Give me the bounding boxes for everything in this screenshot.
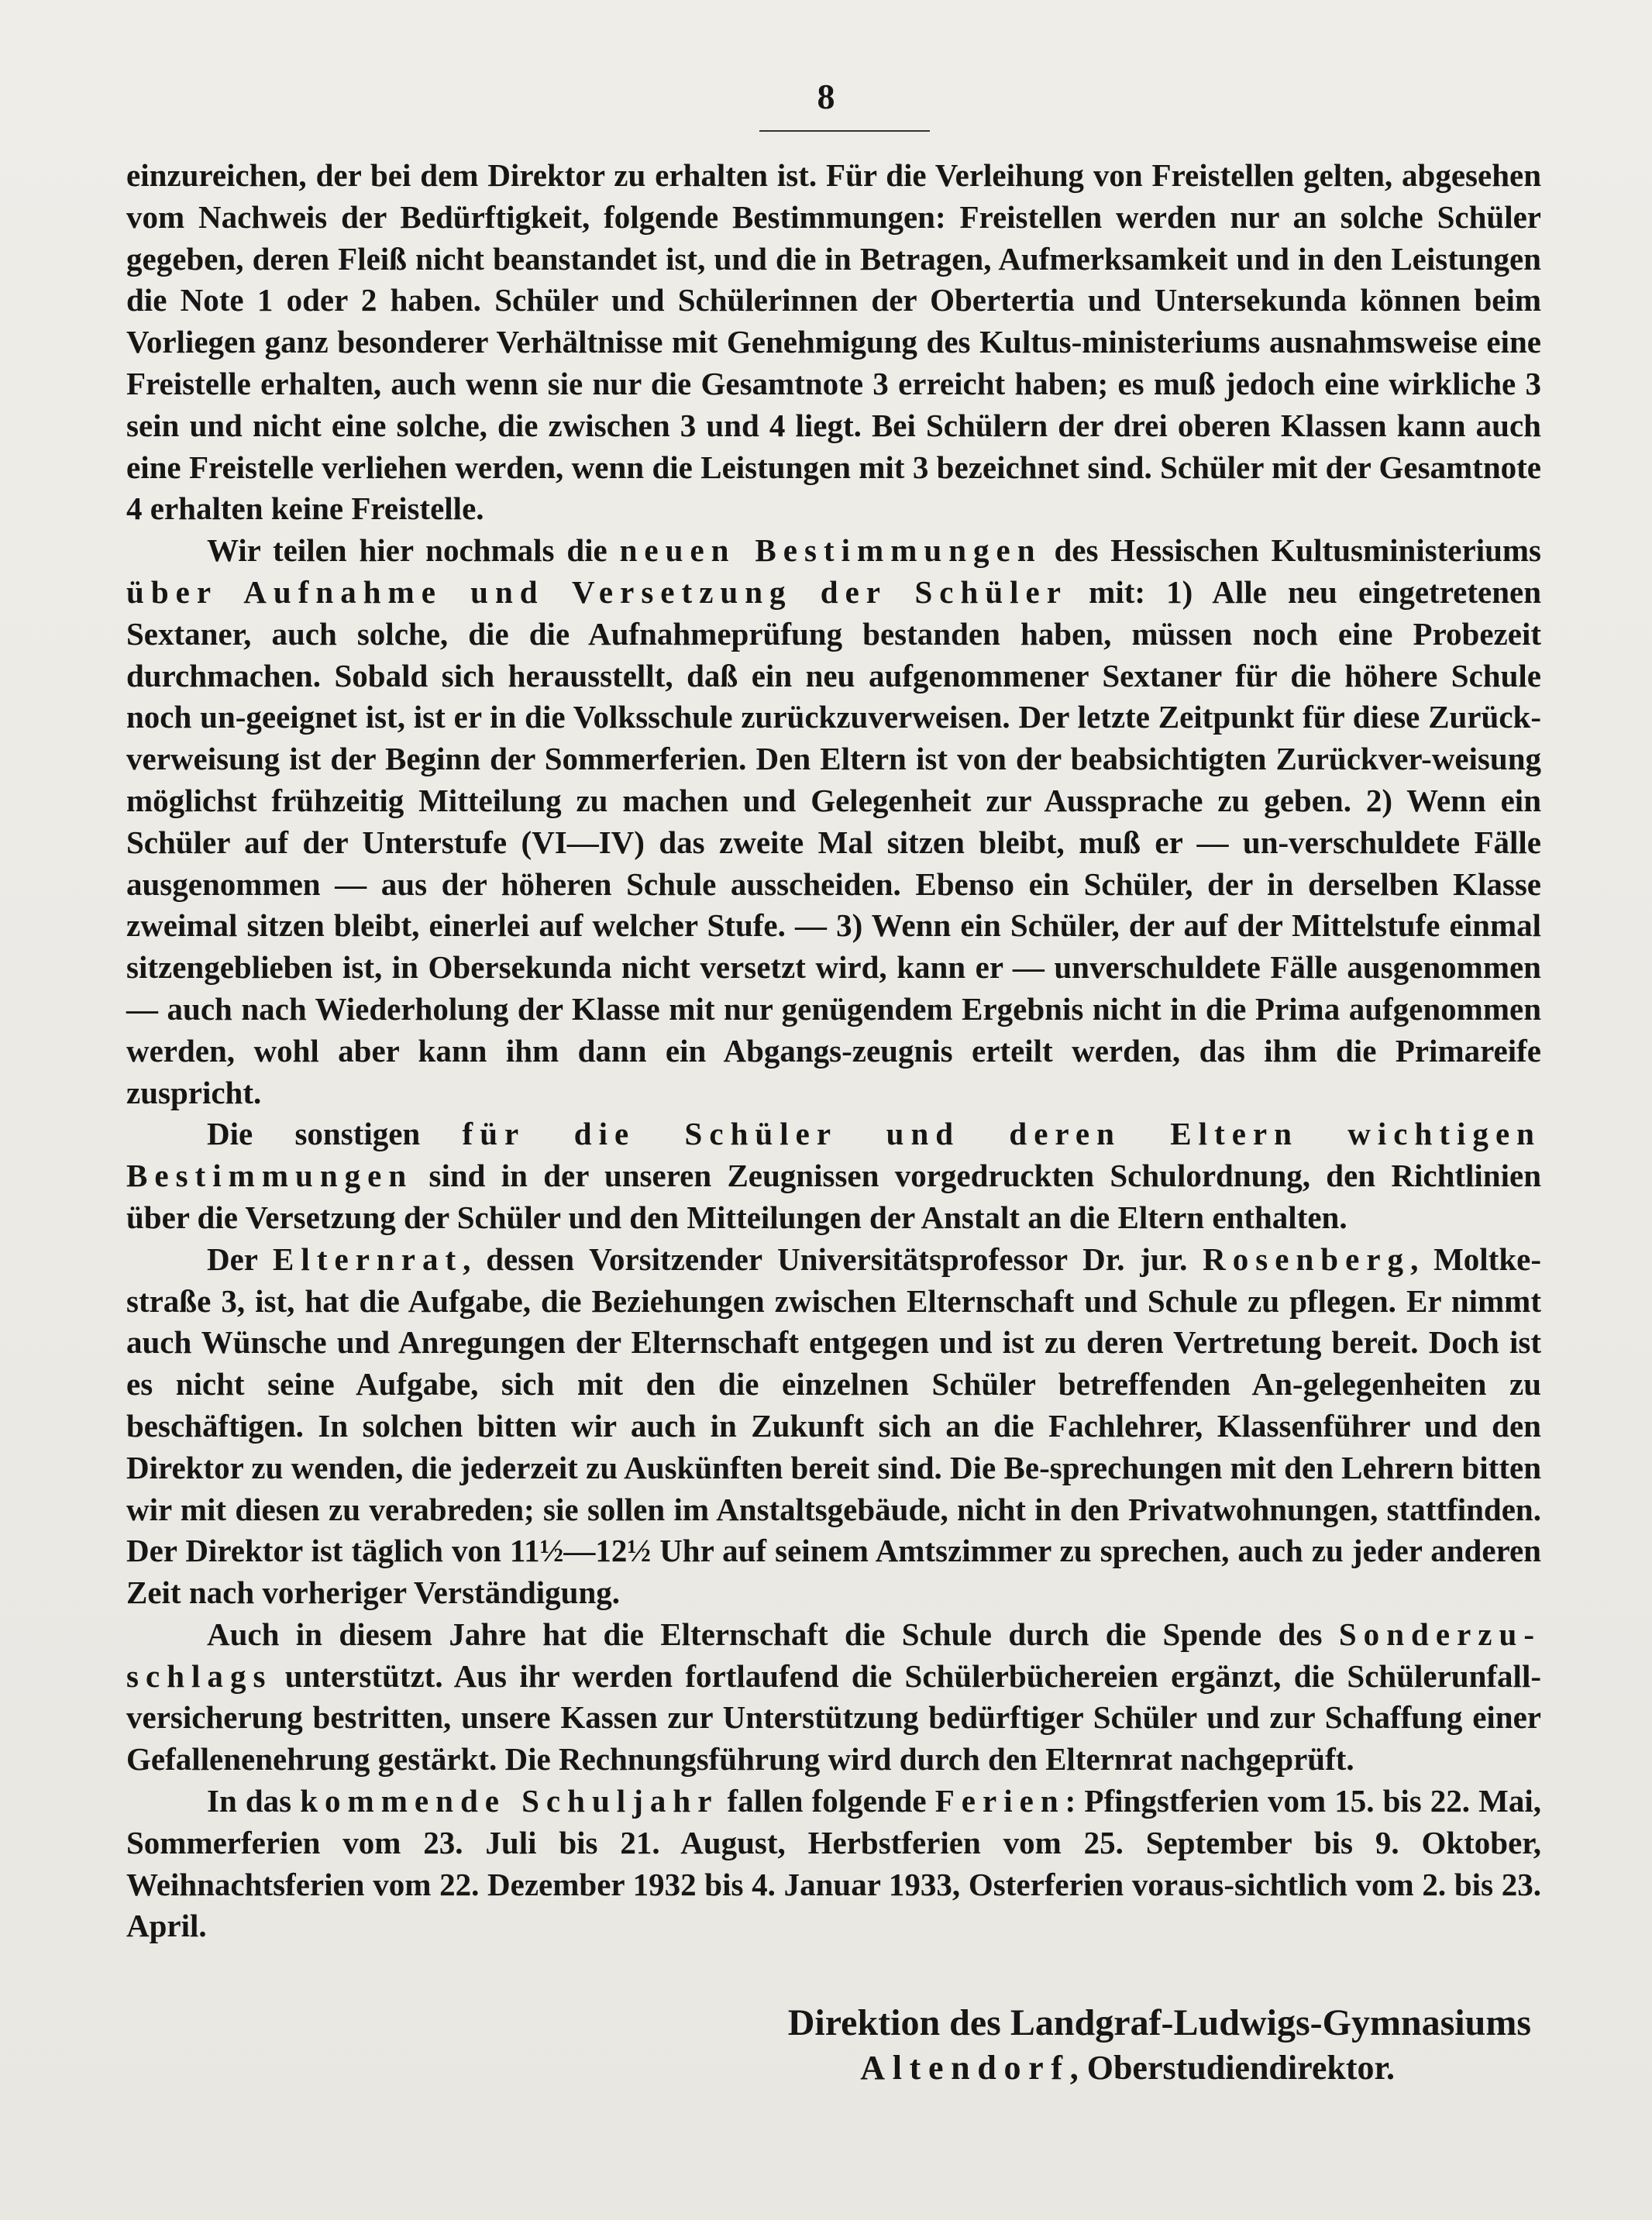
spaced-emphasis: Elternrat <box>273 1241 463 1277</box>
paragraph-elternrat <box>126 1239 1541 1614</box>
signature-title: , Oberstudiendirektor. <box>1069 2049 1395 2087</box>
spaced-emphasis: neuen Bestimmungen <box>619 532 1042 569</box>
page-number: 8 <box>817 77 835 116</box>
signature-line <box>0 2048 1395 2087</box>
text-run: mit: 1) Alle neu eingetretenen Sextaner, auch solche, die die Aufnahmeprüfung bestanden haben, müssen noch eine Probezeit durchmachen. Sobald sich herausstellt, daß ein neu aufgenommener Sextaner für die höhere Schule noch un-geeignet ist, ist er in die Volksschule zurückzuverweisen. Der letzte Zeitpunkt für diese Zurück-verweisung ist der Beginn der Sommerferien. Den Eltern ist von der beabsichtigten Zurückver-weisung möglichst frühzeitig Mitteilung zu machen und Gelegenheit zur Aussprache zu geben. 2) Wenn ein Schüler auf der Unterstufe (VI—IV) das zweite Mal sitzen bleibt, muß er — un-verschuldete Fälle ausgenommen — aus der höheren Schule ausscheiden. Ebenso ein Schüler, der in derselben Klasse zweimal sitzen bleibt, einerlei auf welcher Stufe. — 3) Wenn ein Schüler, der auf der Mittelstufe einmal sitzengeblieben ist, in Obersekunda nicht versetzt wird, kann er — unverschuldete Fälle ausgenommen — auch nach Wiederholung der Klasse mit nur genügendem Ergebnis nicht in die Prima aufgenommen werden, wohl aber kann ihm dann ein Abgangs-zeugnis erteilt werden, das ihm die Primareife zuspricht. <box>126 573 1541 1110</box>
signature-institution: Direktion des Landgraf-Ludwigs-Gymnasiums <box>787 2002 1531 2043</box>
paragraph-bestimmungen <box>126 530 1541 1113</box>
text-run: Die sonstigen <box>207 1116 463 1152</box>
signature-name: Altendorf <box>860 2049 1070 2087</box>
body-text <box>126 155 1541 1947</box>
paragraph-sonstige-bestimmungen <box>126 1113 1541 1238</box>
text-run: : Pfingstferien vom 15. bis 22. Mai, Sommerferien vom 23. Juli bis 21. August, Herbstferien vom 25. September bis 9. Oktober, Weihnachtsferien vom 22. Dezember 1932 bis 4. Januar 1933, Osterferien voraus-sichtlich vom 2. bis 23. April. <box>126 1783 1541 1944</box>
text-run: des Hessischen Kultusministeriums <box>1041 532 1541 569</box>
spaced-emphasis: Ferien <box>934 1783 1065 1819</box>
text-run: fallen folgende <box>718 1783 935 1819</box>
paragraph-sonderzuschlag <box>126 1614 1541 1781</box>
paragraph-ferien <box>126 1781 1541 1947</box>
text-run: Auch in diesem Jahre hat die Elternschaft die Schule durch die Spende des <box>207 1616 1339 1652</box>
text-run: Wir teilen hier nochmals die <box>207 532 620 569</box>
spaced-emphasis: für die Schüler und deren Eltern wichtigen Bestimmungen <box>126 1116 1541 1194</box>
page-number-rule <box>759 130 930 132</box>
spaced-emphasis: Sonderzu-schlags <box>126 1616 1541 1694</box>
text-run: In das <box>207 1783 301 1819</box>
spaced-emphasis: kommende Schuljahr <box>300 1783 719 1819</box>
text-run: sind in der unseren Zeugnissen vorgedruckten Schulordnung, den Richtlinien über die Versetzung der Schüler und den Mitteilungen der Anstalt an die Eltern enthalten. <box>126 1158 1541 1235</box>
paragraph-freistellen: einzureichen, der bei dem Direktor zu erhalten ist. Für die Verleihung von Freistellen gelten, abgesehen vom Nachweis der Bedürftigkeit, folgende Bestimmungen: Freistellen werden nur an solche Schüler gegeben, deren Fleiß nicht beanstandet ist, und die in Betragen, Aufmerksamkeit und in den Leistungen die Note 1 oder 2 haben. Schüler und Schülerinnen der Obertertia und Untersekunda können beim Vorliegen ganz besonderer Verhältnisse mit Genehmigung des Kultus-ministeriums ausnahmsweise eine Freistelle erhalten, auch wenn sie nur die Gesamtnote 3 erreicht haben; es muß jedoch eine wirkliche 3 sein und nicht eine solche, die zwischen 3 und 4 liegt. Bei Schülern der drei oberen Klassen kann auch eine Freistelle verliehen werden, wenn die Leistungen mit 3 bezeichnet sind. Schüler mit der Gesamtnote 4 erhalten keine Freistelle. <box>126 157 1541 527</box>
spaced-emphasis: Rosenberg <box>1203 1241 1411 1277</box>
spaced-emphasis: über Aufnahme und Versetzung der Schüler <box>126 573 1068 610</box>
text-run: Der <box>207 1241 274 1277</box>
text-run: unterstützt. Aus ihr werden fortlaufend die Schülerbüchereien ergänzt, die Schülerunfall-versicherung bestritten, unsere Kassen zur Unterstützung bedürftiger Schüler und zur Schaffung einer Gefallenenehrung gestärkt. Die Rechnungsführung wird durch den Elternrat nachgeprüft. <box>126 1657 1541 1778</box>
text-run: , dessen Vorsitzender Universitätsprofessor Dr. jur. <box>463 1241 1203 1277</box>
text-run: , Moltke-straße 3, ist, hat die Aufgabe, die Beziehungen zwischen Elternschaft und Schule zu pflegen. Er nimmt auch Wünsche und Anregungen der Elternschaft entgegen und ist zu deren Vertretung bereit. Doch ist es nicht seine Aufgabe, sich mit den die einzelnen Schüler betreffenden An-gelegenheiten zu beschäftigen. In solchen bitten wir auch in Zukunft sich an die Fachlehrer, Klassenführer und den Direktor zu wenden, die jederzeit zu Auskünften bereit sind. Die Be-sprechungen mit den Lehrern bitten wir mit diesen zu verabreden; sie sollen im Anstaltsgebäude, nicht in den Privatwohnungen, stattfinden. Der Direktor ist täglich von 11½—12½ Uhr auf seinem Amtszimmer zu sprechen, auch zu jeder anderen Zeit nach vorheriger Verständigung. <box>126 1241 1541 1611</box>
